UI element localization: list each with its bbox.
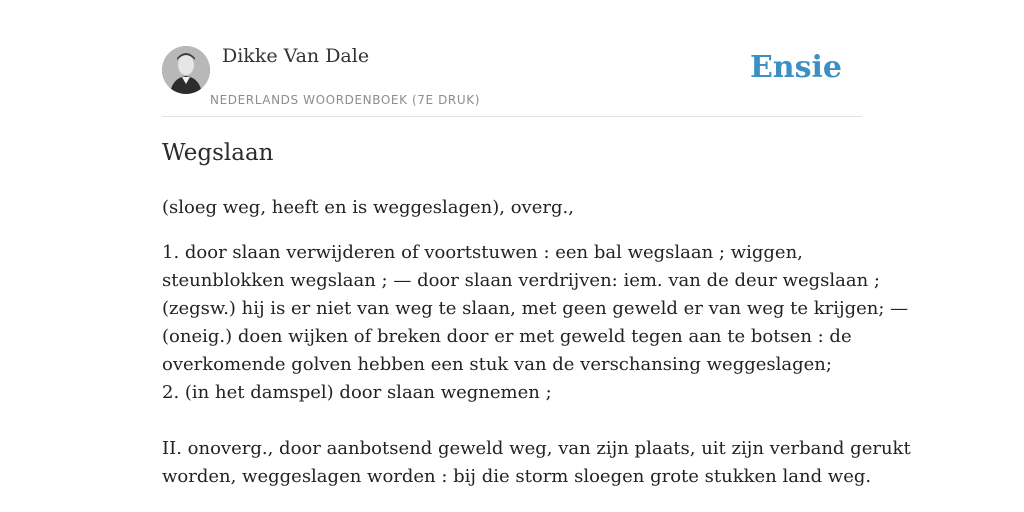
author-name[interactable]: Dikke Van Dale <box>222 45 370 67</box>
definition-line: II. onoverg., door aanbotsend geweld weg, van zijn plaats, uit zijn verband gerukt <box>162 438 911 459</box>
portrait-icon <box>162 46 210 94</box>
brand-logo[interactable]: Ensie <box>749 50 842 85</box>
definition-line: 1. door slaan verwijderen of voortstuwen : een bal wegslaan ; wiggen, <box>162 242 803 263</box>
entry-title: Wegslaan <box>162 140 274 166</box>
definition-line: worden, weggeslagen worden : bij die storm sloegen grote stukken land weg. <box>162 466 872 487</box>
source-label: NEDERLANDS WOORDENBOEK (7E DRUK) <box>210 93 480 107</box>
definition-line: steunblokken wegslaan ; — door slaan verdrijven: iem. van de deur wegslaan ; <box>162 270 880 291</box>
definition-line: overkomende golven hebben een stuk van de verschansing weggeslagen; <box>162 354 832 375</box>
entry-intro: (sloeg weg, heeft en is weggeslagen), overg., <box>162 197 574 218</box>
avatar[interactable] <box>162 46 210 94</box>
definition-line: (oneig.) doen wijken of breken door er met geweld tegen aan te botsen : de <box>162 326 852 347</box>
definition-card <box>162 0 911 512</box>
definition-line: 2. (in het damspel) door slaan wegnemen ; <box>162 382 552 403</box>
card-header <box>162 0 862 117</box>
entry-definition <box>162 239 911 491</box>
definition-line <box>162 407 872 435</box>
definition-line: (zegsw.) hij is er niet van weg te slaan, met geen geweld er van weg te krijgen; — <box>162 298 909 319</box>
